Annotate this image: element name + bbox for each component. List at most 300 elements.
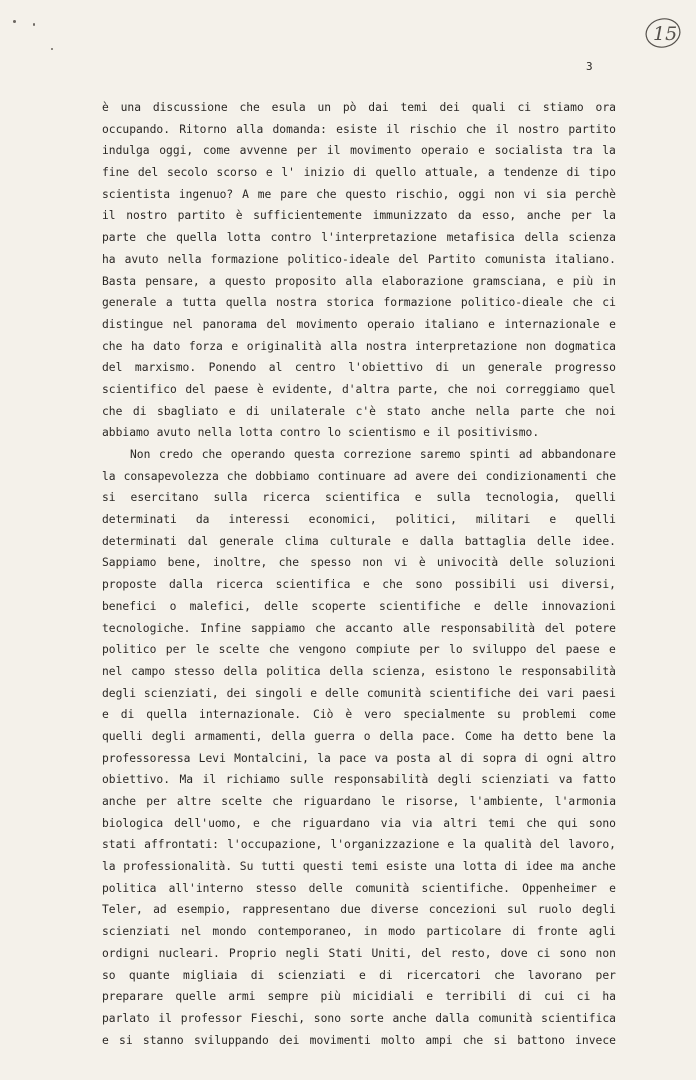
word: e: [252, 816, 260, 830]
word: indulga: [102, 144, 150, 158]
word: del: [137, 166, 159, 180]
word: operaio: [420, 144, 469, 158]
word: che: [272, 795, 293, 808]
word: stesso: [173, 664, 215, 678]
word: ci: [576, 990, 591, 1004]
text-line: [102, 661, 616, 683]
word: politica: [102, 881, 157, 895]
word: ha: [602, 990, 616, 1004]
word: più: [572, 274, 594, 288]
word: domanda:: [272, 122, 327, 136]
word: all'interno: [168, 881, 244, 895]
word: esso,: [482, 209, 517, 223]
word: fronte: [536, 925, 578, 939]
word: generale: [219, 534, 274, 548]
word: la: [602, 144, 616, 158]
word: si: [102, 491, 116, 505]
word: scienziati: [481, 773, 550, 787]
word: lo: [449, 643, 463, 657]
word: di: [132, 404, 147, 418]
word: quelli: [575, 491, 616, 505]
word: battaglia: [464, 534, 526, 548]
word: biologica: [102, 816, 164, 830]
word: Basta: [102, 274, 137, 288]
word: terribili: [445, 990, 507, 1004]
page-number: 3: [586, 60, 593, 73]
word: nella: [167, 252, 202, 266]
word: lotta: [462, 860, 497, 874]
word: professor: [180, 1011, 242, 1025]
word: idee.: [581, 534, 616, 548]
word: del: [266, 317, 287, 331]
word: esercitano: [130, 491, 199, 505]
word: Non: [130, 448, 151, 461]
word: rischio,: [394, 187, 450, 201]
word: ci: [536, 946, 551, 960]
word: affrontati:: [144, 838, 219, 852]
word: ad: [518, 448, 533, 461]
word: dei: [439, 101, 460, 114]
word: questi: [302, 860, 344, 874]
text-line: [102, 509, 616, 531]
word: via: [412, 816, 433, 830]
text-line: [102, 249, 616, 271]
word: responsabilità: [520, 664, 616, 678]
word: ingenuo?: [178, 187, 234, 201]
word: quante: [128, 968, 170, 982]
word: temi: [400, 101, 428, 114]
word: e: [102, 1033, 109, 1047]
scan-speck: [33, 23, 35, 26]
word: quella: [225, 296, 267, 310]
word: un: [461, 361, 476, 375]
word: resto,: [450, 946, 492, 960]
word: unilaterale: [270, 404, 346, 418]
word: questa: [293, 448, 335, 461]
word: ricercatori: [405, 968, 481, 982]
word: che: [239, 101, 260, 114]
word: del: [398, 252, 419, 266]
word: anche: [526, 209, 561, 223]
word: non: [525, 339, 547, 353]
word: che: [564, 404, 586, 418]
word: è: [345, 708, 353, 722]
word: temi: [351, 860, 379, 874]
word: lavoro,: [568, 838, 616, 852]
text-line: [102, 466, 616, 488]
word: movimento: [296, 317, 358, 331]
word: nucleari.: [158, 946, 220, 960]
word: e: [488, 317, 495, 331]
word: sviluppo: [472, 643, 527, 657]
word: Montalcini,: [234, 751, 309, 765]
word: e: [473, 599, 481, 613]
word: quello: [375, 166, 417, 180]
word: che: [268, 643, 290, 657]
word: Proprio: [228, 946, 277, 960]
word: le: [498, 664, 513, 678]
word: Oppenheimer: [522, 881, 597, 895]
word: partito: [177, 209, 226, 223]
word: ci: [517, 101, 532, 114]
word: a: [208, 274, 216, 288]
word: su: [496, 708, 511, 722]
word: cui: [544, 990, 565, 1004]
word: il: [102, 209, 116, 223]
text-line: [102, 899, 616, 921]
word: delle: [308, 881, 343, 895]
word: bene: [566, 729, 594, 743]
word: Stati: [328, 946, 363, 960]
word: fine: [102, 166, 130, 180]
word: e: [609, 643, 616, 657]
word: ricerca: [215, 578, 264, 592]
word: abbandonare: [541, 448, 616, 461]
word: alla: [345, 274, 373, 288]
word: dalla: [168, 578, 203, 592]
word: detto: [523, 729, 558, 743]
word: vengono: [298, 643, 347, 657]
word: negli: [285, 946, 320, 960]
word: tecnologia,: [485, 491, 561, 505]
word: che: [201, 448, 223, 461]
document-body: [102, 97, 616, 1051]
word: parte,: [398, 382, 439, 396]
word: altri: [443, 816, 478, 830]
word: Ritorno: [179, 122, 227, 136]
word: riguardano: [302, 795, 371, 808]
word: di: [460, 751, 475, 765]
word: comunità: [354, 881, 410, 895]
word: il: [436, 426, 451, 440]
word: un: [317, 101, 332, 114]
word: e: [362, 578, 370, 592]
word: al: [268, 361, 283, 375]
text-line: [102, 618, 616, 640]
word: che: [462, 1033, 484, 1047]
word: vero: [364, 708, 392, 722]
word: singoli: [254, 686, 303, 700]
word: vari: [546, 686, 575, 700]
word: esiste: [386, 860, 427, 874]
word: e: [549, 513, 557, 527]
word: formazione: [210, 252, 279, 266]
word: sviluppando: [193, 1033, 269, 1047]
text-line: [102, 162, 616, 184]
word: nostra: [276, 296, 317, 310]
word: tutti: [261, 860, 296, 874]
text-line: [102, 748, 616, 770]
word: di: [512, 925, 526, 939]
word: quelli: [102, 729, 143, 743]
scan-speck: [13, 20, 16, 23]
word: clima: [284, 534, 319, 548]
word: avvenne: [239, 144, 288, 158]
word: movimento: [350, 144, 412, 158]
word: parlato: [102, 1011, 150, 1025]
word: sono: [415, 578, 443, 592]
word: a: [165, 296, 173, 310]
word: nostro: [518, 122, 560, 136]
word: ad: [393, 469, 408, 483]
word: noi: [595, 404, 616, 418]
word: italiano: [424, 317, 479, 331]
word: dell'uomo,: [174, 816, 243, 830]
word: stanno: [142, 1033, 184, 1047]
word: avuto: [156, 426, 191, 440]
word: ampi: [425, 1033, 453, 1047]
word: saremo: [419, 448, 461, 461]
word: progresso: [554, 361, 616, 375]
word: operando: [230, 448, 286, 461]
word: Teler,: [102, 903, 143, 917]
word: Ma: [179, 773, 194, 787]
word: degli: [581, 903, 616, 917]
word: delle: [509, 556, 544, 570]
word: preparare: [102, 990, 164, 1004]
word: tendenze: [503, 166, 558, 180]
word: alla: [236, 122, 264, 136]
text-line: [102, 726, 616, 748]
word: l'interpretazione: [321, 231, 437, 245]
word: quel: [588, 382, 616, 396]
word: Come: [465, 729, 493, 743]
word: esistono: [435, 664, 490, 678]
word: invece: [575, 1033, 616, 1047]
word: Sappiamo: [102, 556, 157, 570]
text-line: [102, 856, 616, 878]
text-line: [102, 1030, 616, 1052]
word: compiute: [355, 643, 410, 657]
word: campo: [131, 664, 166, 678]
word: la: [602, 729, 616, 743]
word: ci: [602, 296, 616, 310]
word: richiamo: [225, 773, 281, 787]
word: sopra: [482, 751, 517, 765]
text-line: [102, 878, 616, 900]
word: in: [602, 274, 616, 288]
word: politici,: [395, 513, 457, 527]
word: tutta: [182, 296, 217, 310]
word: di: [518, 990, 533, 1004]
word: potere: [575, 621, 616, 635]
word: dai: [368, 101, 389, 114]
word: è: [102, 101, 109, 114]
word: interessi: [228, 513, 290, 527]
text-line: [102, 379, 616, 401]
text-line: [102, 422, 616, 444]
word: scientismo: [348, 426, 417, 440]
word: quelli: [575, 513, 616, 527]
word: ruolo: [537, 903, 572, 917]
word: sulle: [289, 773, 324, 787]
text-line: [102, 813, 616, 835]
word: via: [380, 816, 402, 830]
word: avere: [415, 469, 450, 483]
word: della: [223, 664, 258, 678]
word: più: [320, 990, 341, 1004]
word: parte: [520, 404, 555, 418]
word: accanto: [345, 621, 393, 635]
word: politico-dieale: [460, 296, 563, 310]
text-line: [102, 401, 616, 423]
word: e: [102, 708, 109, 722]
word: tecnologiche.: [102, 621, 191, 635]
word: dal: [187, 534, 209, 548]
word: di: [566, 166, 581, 180]
word: avuto: [124, 252, 159, 266]
word: distingue: [102, 317, 164, 331]
word: posta: [396, 751, 431, 765]
word: agli: [588, 925, 616, 939]
text-line: [102, 119, 616, 141]
word: spinti: [469, 448, 511, 461]
text-line: [102, 444, 616, 466]
word: della: [379, 729, 414, 743]
word: me: [257, 187, 272, 201]
word: alle: [402, 621, 431, 635]
word: due: [340, 903, 361, 917]
word: il: [495, 122, 510, 136]
word: panorama: [202, 317, 258, 331]
word: questo: [345, 187, 387, 201]
word: per: [595, 968, 616, 982]
word: scienziati: [277, 968, 346, 982]
word: marxismo.: [134, 361, 197, 375]
word: rischio: [409, 122, 457, 136]
word: di: [435, 361, 450, 375]
word: delle: [536, 534, 571, 548]
word: d'altra: [341, 382, 390, 396]
word: innovazioni: [541, 599, 616, 613]
word: professoressa: [102, 751, 191, 765]
text-line: [102, 140, 616, 162]
word: spesso: [310, 556, 352, 570]
word: dalla: [435, 1011, 470, 1025]
word: lotta: [238, 426, 273, 440]
text-line: [102, 357, 616, 379]
word: del: [535, 643, 557, 657]
word: diverse: [370, 903, 419, 917]
word: tra: [572, 144, 593, 158]
word: e: [414, 491, 422, 505]
word: mondo: [212, 925, 247, 939]
word: immunizzato: [372, 209, 448, 223]
word: la: [602, 209, 616, 223]
word: politico: [102, 643, 157, 657]
word: o: [363, 729, 371, 743]
word: dobbiamo: [255, 469, 310, 483]
word: è: [235, 209, 243, 223]
word: abbiamo: [102, 426, 150, 440]
word: che: [572, 296, 593, 310]
word: Levi: [198, 751, 226, 765]
word: politico-ideale: [287, 252, 390, 266]
word: e: [310, 686, 318, 700]
word: a: [487, 166, 495, 180]
word: vi: [393, 556, 408, 570]
word: esiste: [336, 122, 377, 136]
word: generale: [487, 361, 543, 375]
word: che: [102, 404, 123, 418]
word: migliaia: [183, 968, 238, 982]
text-line: [102, 1008, 616, 1030]
word: ora: [595, 101, 616, 114]
word: modo: [388, 925, 416, 939]
word: dogmatica: [554, 339, 616, 353]
text-line: [102, 769, 616, 791]
word: sono: [559, 946, 587, 960]
word: quella: [176, 231, 217, 245]
word: anche: [102, 795, 137, 808]
word: il: [202, 773, 217, 787]
text-line: [102, 943, 616, 965]
word: non: [362, 556, 383, 570]
word: di: [120, 708, 135, 722]
word: della: [271, 729, 306, 743]
word: paese: [214, 382, 249, 396]
word: proposte: [102, 578, 157, 592]
word: sono: [313, 1011, 342, 1025]
word: va: [558, 773, 573, 787]
word: sempre: [267, 990, 309, 1004]
text-line: [102, 205, 616, 227]
word: operaio: [367, 317, 415, 331]
word: scientifiche.: [421, 881, 510, 895]
word: malefici,: [189, 599, 251, 613]
word: ma: [560, 860, 575, 874]
word: oggi,: [159, 144, 194, 158]
word: o: [169, 599, 177, 613]
word: sufficientemente: [253, 209, 362, 223]
word: obiettivo.: [102, 773, 171, 787]
text-line: [102, 271, 616, 293]
text-line: [102, 683, 616, 705]
word: proposito: [274, 274, 337, 288]
word: correggiamo: [505, 382, 581, 396]
word: problemi: [522, 708, 577, 722]
word: del: [544, 621, 566, 635]
word: sorte: [349, 1011, 384, 1025]
word: internazionale: [504, 317, 600, 331]
word: questo: [224, 274, 266, 288]
word: la: [102, 860, 116, 874]
word: da: [195, 513, 210, 527]
word: per: [419, 643, 440, 657]
word: ordigni: [102, 946, 150, 960]
word: per: [571, 209, 592, 223]
word: noi: [476, 382, 497, 396]
word: che: [494, 968, 515, 982]
word: per: [146, 795, 167, 808]
text-line: [102, 921, 616, 943]
word: sbagliato: [157, 404, 219, 418]
word: molto: [381, 1033, 416, 1047]
word: si: [493, 1033, 508, 1047]
word: contemporaneo,: [257, 925, 353, 939]
word: stati: [102, 838, 137, 852]
word: scorso: [216, 166, 258, 180]
word: dato: [153, 339, 181, 353]
word: scientifica: [324, 491, 400, 505]
word: scienza,: [372, 664, 427, 678]
word: pensare,: [145, 274, 200, 288]
text-line: [102, 574, 616, 596]
word: lavorano: [527, 968, 583, 982]
word: pare: [280, 187, 308, 201]
word: che: [270, 816, 292, 830]
word: della: [329, 664, 364, 678]
